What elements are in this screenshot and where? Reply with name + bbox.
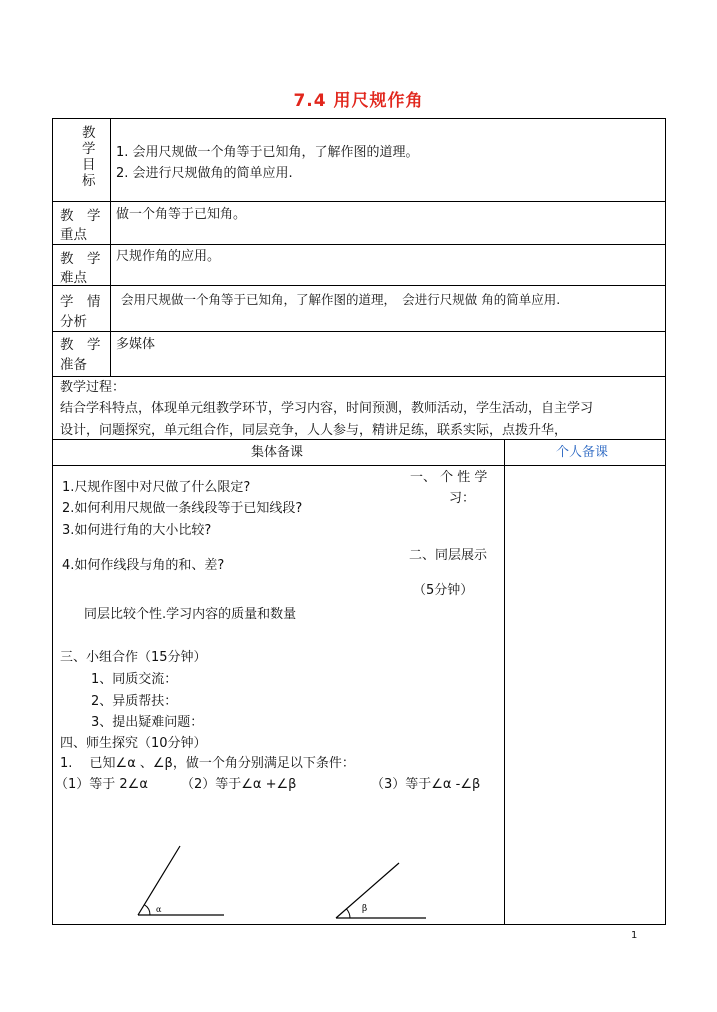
beta-label: β [362,904,368,914]
alpha-label: α [156,905,162,914]
peer-show-title: 二、同层展示 [409,548,488,563]
question-1: 1.尺规作图中对尺做了什么限定? [62,480,251,495]
row-divider [53,331,665,332]
page-number: 1 [631,930,638,941]
analysis-content: 会用尺规做一个角等于已知角，了解作图的道理， 会进行尺规做 角的简单应用. [121,292,561,307]
compare-text: 同层比较个性.学习内容的质量和数量 [84,607,297,622]
row-divider [53,201,665,202]
process-line-2: 设计，问题探究，单元组合作，同层竞争，人人参与，精讲足练，联系实际，点拨升华， [60,423,568,438]
preparation-content: 多媒体 [116,337,156,352]
objective-item-2: 2. 会进行尺规做角的简单应用. [116,166,293,181]
row-divider [53,244,665,245]
key-points-content: 做一个角等于已知角。 [116,207,247,222]
group-heading: 三、小组合作（15分钟） [60,650,207,665]
question-3: 3.如何进行角的大小比较? [62,523,212,538]
preparation-label-top: 教 学 [60,337,101,353]
group-item-3: 3、提出疑难问题： [91,715,204,730]
label-column-divider [110,119,111,376]
question-4: 4.如何作线段与角的和、差? [62,558,225,573]
page-title: 7.4 用尺规作角 [293,91,424,111]
explore-heading: 四、师生探究（10分钟） [60,736,207,751]
personal-planning-header: 个人备课 [556,445,609,460]
condition-2: （2）等于∠α +∠β [181,777,297,792]
explore-problem: 1. 已知∠α 、∠β，做一个角分别满足以下条件： [60,756,355,771]
personal-column-divider [504,439,505,925]
group-item-2: 2、异质帮扶： [91,694,178,709]
difficulties-label-bottom: 难点 [60,270,87,286]
condition-3: （3）等于∠α -∠β [371,777,481,792]
objectives-label-3: 目 [82,157,96,173]
objective-item-1: 1. 会用尺规做一个角等于已知角，了解作图的道理。 [116,145,419,160]
difficulties-content: 尺规作角的应用。 [116,249,221,264]
peer-show-time: （5分钟） [413,583,474,598]
lesson-plan-table [52,118,666,925]
preparation-label-bottom: 准备 [60,357,87,373]
condition-1: （1）等于 2∠α [55,777,148,792]
angle-alpha-figure [138,846,224,915]
collective-planning-header: 集体备课 [251,445,304,460]
personal-study-title: 一、 个 性 学 [410,470,488,485]
analysis-label-bottom: 分析 [60,314,87,330]
group-item-1: 1、同质交流： [91,672,178,687]
row-divider [53,439,665,440]
objectives-label-1: 教 [82,125,96,141]
angle-beta-figure [336,863,426,918]
analysis-label-top: 学 情 [60,294,101,310]
question-2: 2.如何利用尺规做一条线段等于已知线段? [62,501,303,516]
angle-figures [53,784,503,924]
objectives-label-2: 学 [82,141,96,157]
row-divider [53,376,665,377]
personal-study-title-cont: 习： [449,491,476,506]
key-points-label-bottom: 重点 [60,227,87,243]
objectives-label-4: 标 [82,173,96,189]
row-divider [53,465,665,466]
process-heading: 教学过程： [60,380,126,395]
difficulties-label-top: 教 学 [60,251,101,267]
process-line-1: 结合学科特点，体现单元组教学环节，学习内容，时间预测，教师活动，学生活动，自主学习 [60,401,594,416]
key-points-label-top: 教 学 [60,208,101,224]
row-divider [53,285,665,286]
